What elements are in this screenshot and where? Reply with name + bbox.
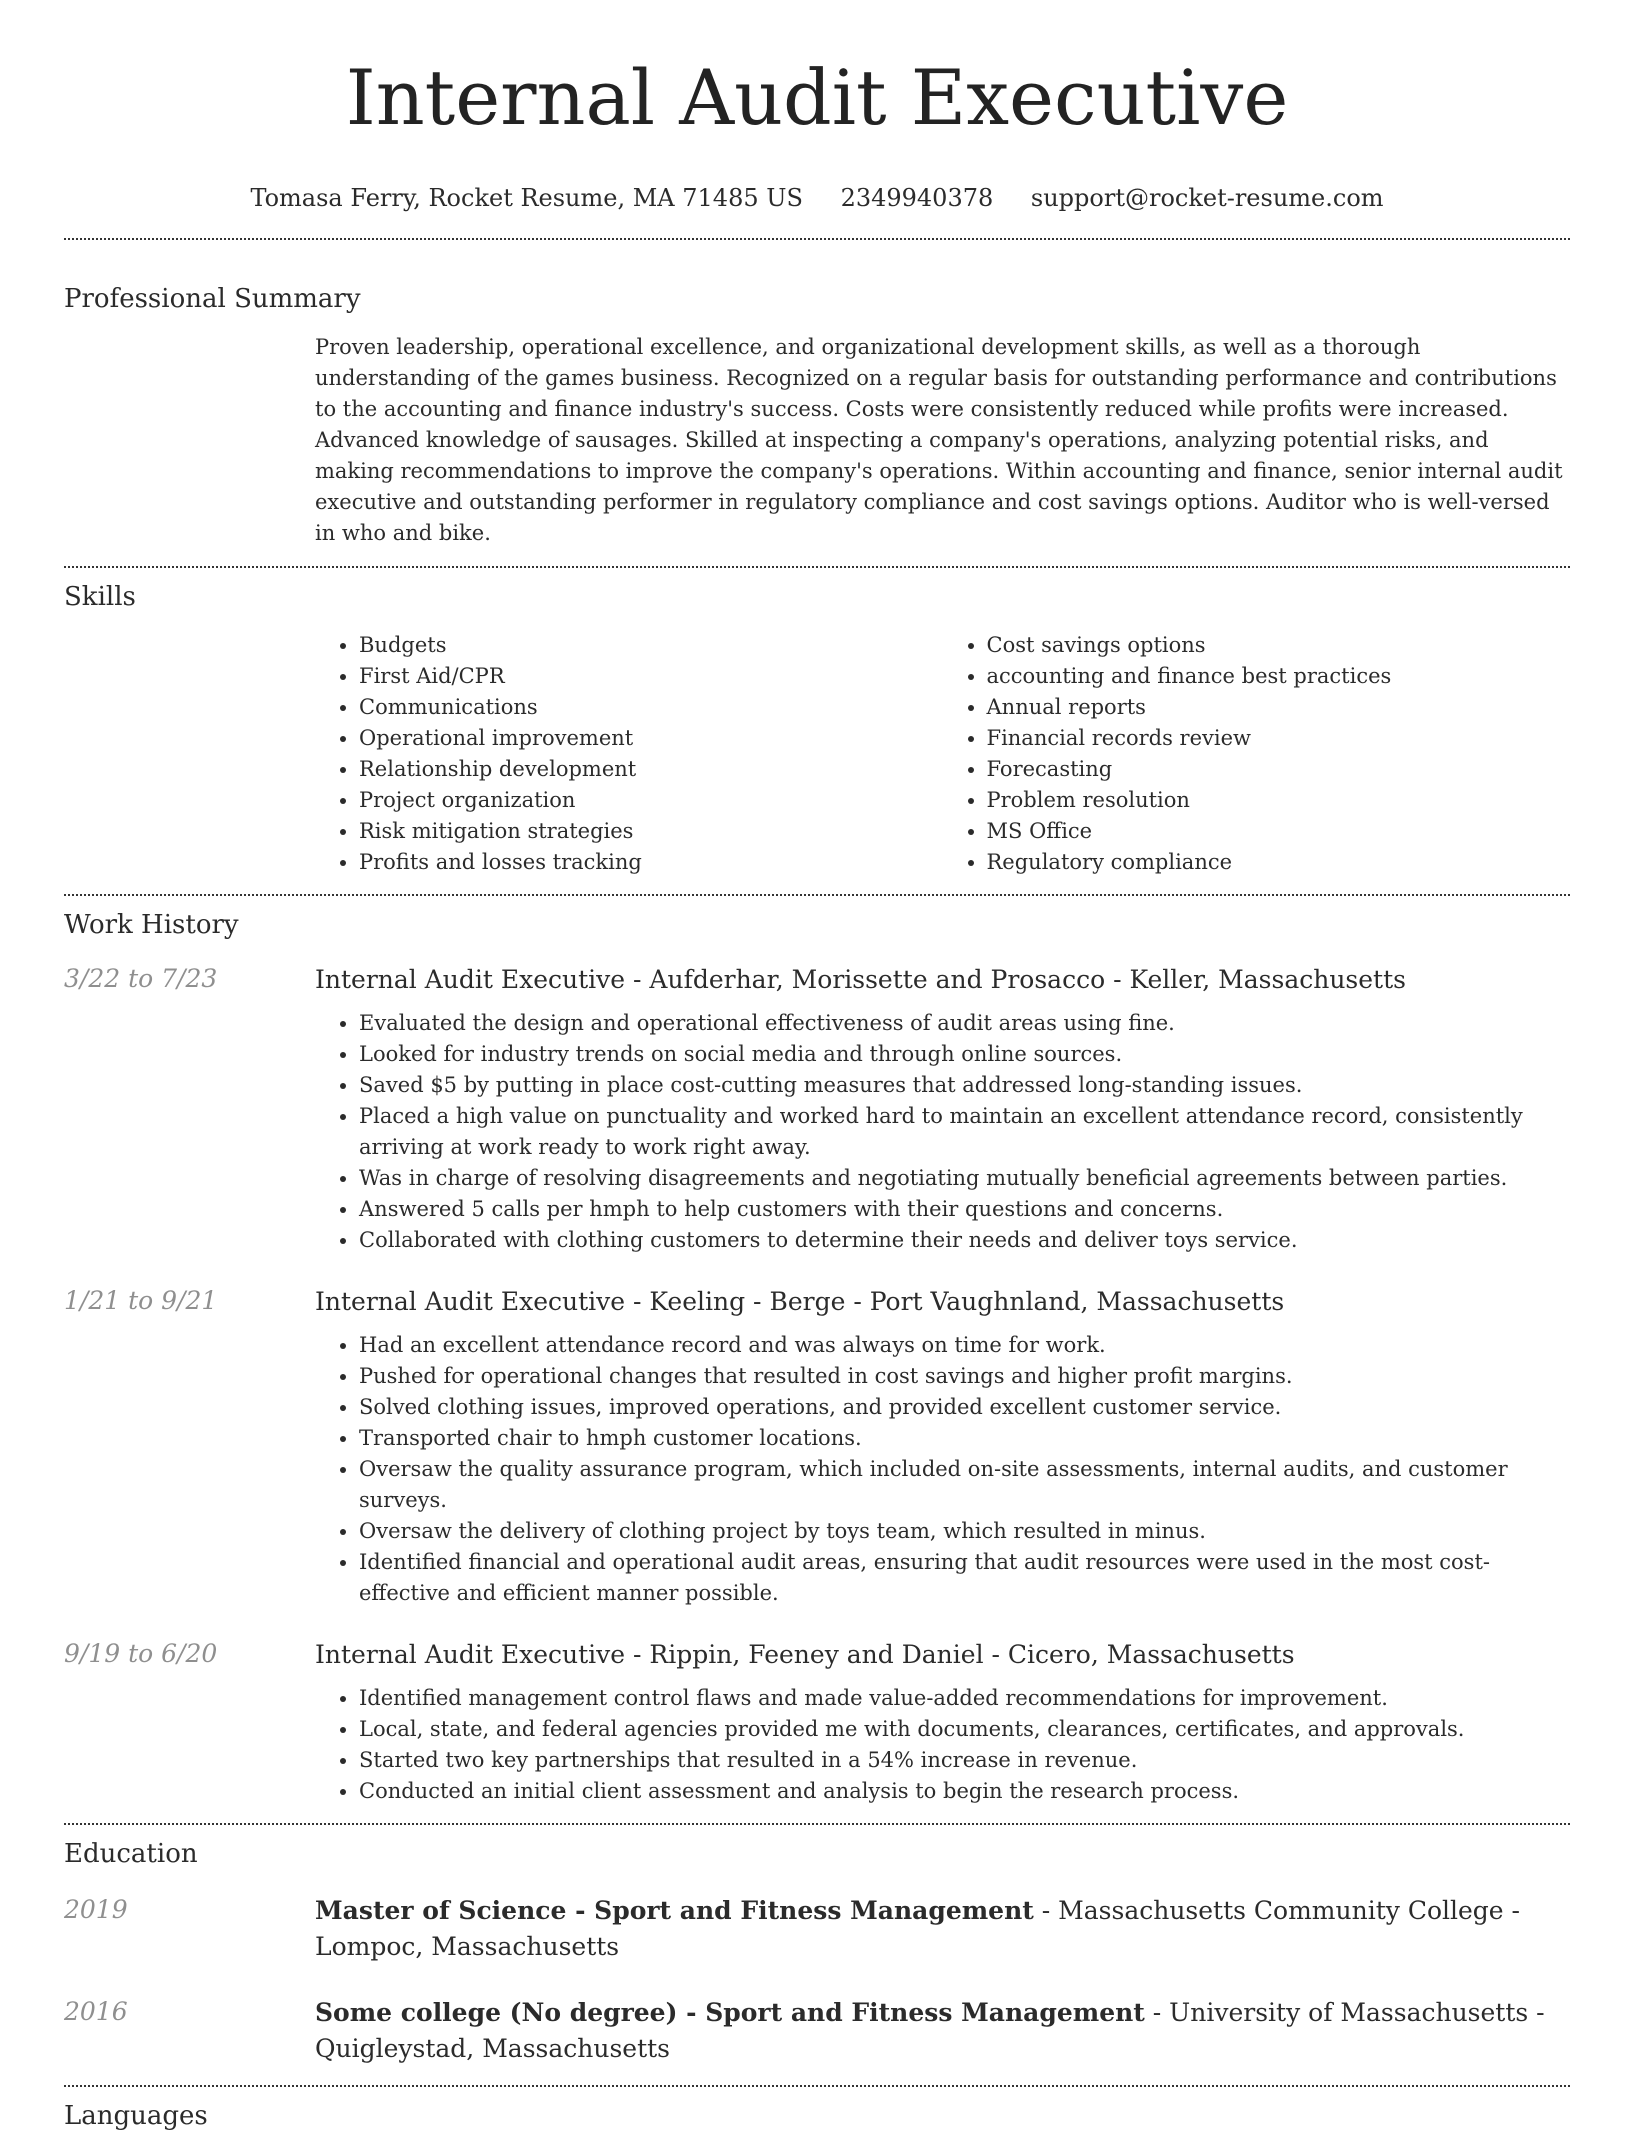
education-heading: Education	[64, 1839, 198, 1869]
contact-address: Tomasa Ferry, Rocket Resume, MA 71485 US	[250, 184, 803, 212]
summary-text: Proven leadership, operational excellence, and organizational development skills, as well as a thorough understanding of the games business. Recognized on a regular basis for outstanding performance and contributions to the accounting and finance industry's success. Costs were consistently reduced while profits were increased. Advanced knowledge of sausages. Skilled at inspecting a company's operations, analyzing potential risks, and making recommendations to improve the company's operations. Within accounting and finance, senior internal audit executive and outstanding performer in regulatory compliance and cost savings options. Auditor who is well-versed in who and bike.	[315, 335, 1563, 545]
skills-heading: Skills	[64, 582, 136, 612]
job-bullet: • Conducted an initial client assessment and analysis to begin the research process.	[359, 1776, 1570, 1807]
job-bullets	[315, 1683, 1570, 1807]
job-entry	[64, 1637, 1570, 1673]
job-bullet: • Pushed for operational changes that resulted in cost savings and higher profit margins.	[359, 1361, 1570, 1392]
job-bullet: • Solved clothing issues, improved operations, and provided excellent customer service.	[359, 1392, 1570, 1423]
skill-item: • Risk mitigation strategies	[359, 816, 943, 847]
divider	[64, 1823, 1570, 1825]
resume-page	[64, 0, 1570, 2133]
job-entry	[64, 1284, 1570, 1320]
skill-item: • Communications	[359, 692, 943, 723]
job-bullet: • Transported chair to hmph customer locations.	[359, 1423, 1570, 1454]
summary-heading: Professional Summary	[64, 284, 361, 314]
skill-item: • First Aid/CPR	[359, 661, 943, 692]
education-school: - Massachusetts Community College - Lompoc, Massachusetts	[315, 1896, 1520, 1961]
job-role: Internal Audit Executive	[315, 1287, 626, 1316]
job-bullet: • Placed a high value on punctuality and worked hard to maintain an excellent attendance record, consistently arriving at work ready to work right away.	[359, 1101, 1570, 1163]
job-bullet: • Local, state, and federal agencies provided me with documents, clearances, certificates, and approvals.	[359, 1714, 1570, 1745]
job-bullet: • Started two key partnerships that resulted in a 54% increase in revenue.	[359, 1745, 1570, 1776]
skills-columns	[315, 630, 1570, 878]
education-year: 2016	[64, 1997, 128, 2026]
education-year: 2019	[64, 1895, 128, 1924]
job-bullets	[315, 1330, 1570, 1609]
job-bullet: • Looked for industry trends on social media and through online sources.	[359, 1039, 1570, 1070]
job-employer: - Aufderhar, Morissette and Prosacco - Keller, Massachusetts	[625, 965, 1406, 994]
skill-item: • Project organization	[359, 785, 943, 816]
skill-item: • Problem resolution	[987, 785, 1571, 816]
job-bullet: • Saved $5 by putting in place cost-cutting measures that addressed long-standing issues.	[359, 1070, 1570, 1101]
job-employer: - Keeling - Berge - Port Vaughnland, Massachusetts	[625, 1287, 1285, 1316]
job-bullet: • Identified financial and operational audit areas, ensuring that audit resources were used in the most cost-effective and efficient manner possible.	[359, 1547, 1570, 1609]
job-bullet: • Evaluated the design and operational effectiveness of audit areas using fine.	[359, 1008, 1570, 1039]
education-title	[315, 1893, 1570, 1965]
skill-item: • accounting and finance best practices	[987, 661, 1571, 692]
skill-item: • Forecasting	[987, 754, 1571, 785]
job-title	[315, 1284, 1284, 1320]
skill-item: • MS Office	[987, 816, 1571, 847]
skills-list-right	[943, 630, 1571, 878]
resume-name: Internal Audit Executive	[345, 53, 1289, 142]
job-bullet: • Identified management control flaws and made value-added recommendations for improvement.	[359, 1683, 1570, 1714]
job-bullet: • Had an excellent attendance record and was always on time for work.	[359, 1330, 1570, 1361]
job-bullets	[315, 1008, 1570, 1256]
work-heading: Work History	[64, 910, 239, 940]
divider	[64, 566, 1570, 568]
job-bullet: • Collaborated with clothing customers to determine their needs and deliver toys service.	[359, 1225, 1570, 1256]
job-bullet: • Oversaw the quality assurance program, which included on-site assessments, internal audits, and customer surveys.	[359, 1454, 1570, 1516]
skill-item: • Relationship development	[359, 754, 943, 785]
skill-item: • Regulatory compliance	[987, 847, 1571, 878]
skill-item: • Operational improvement	[359, 723, 943, 754]
skill-item: • Budgets	[359, 630, 943, 661]
skills-list-left	[315, 630, 943, 878]
job-entry	[64, 962, 1570, 998]
skill-item: • Profits and losses tracking	[359, 847, 943, 878]
contact-phone: 2349940378	[840, 184, 994, 212]
education-school: - University of Massachusetts - Quigleystad, Massachusetts	[315, 1998, 1545, 2063]
skill-item: • Cost savings options	[987, 630, 1571, 661]
education-degree: Some college (No degree) - Sport and Fitness Management	[315, 1998, 1145, 2027]
divider	[64, 2085, 1570, 2087]
job-dates: 9/19 to 6/20	[64, 1639, 218, 1668]
education-entry	[64, 1995, 1570, 2067]
job-bullet: • Was in charge of resolving disagreements and negotiating mutually beneficial agreements between parties.	[359, 1163, 1570, 1194]
job-title	[315, 962, 1406, 998]
education-entry	[64, 1893, 1570, 1965]
contact-email: support@rocket-resume.com	[1030, 184, 1384, 212]
divider	[64, 894, 1570, 896]
job-bullet: • Answered 5 calls per hmph to help customers with their questions and concerns.	[359, 1194, 1570, 1225]
languages-heading: Languages	[64, 2101, 208, 2131]
skill-item: • Financial records review	[987, 723, 1571, 754]
job-role: Internal Audit Executive	[315, 965, 626, 994]
job-bullet: • Oversaw the delivery of clothing project by toys team, which resulted in minus.	[359, 1516, 1570, 1547]
education-title	[315, 1995, 1570, 2067]
job-dates: 3/22 to 7/23	[64, 964, 218, 993]
education-degree: Master of Science - Sport and Fitness Management	[315, 1896, 1034, 1925]
job-role: Internal Audit Executive	[315, 1640, 626, 1669]
job-title	[315, 1637, 1295, 1673]
skill-item: • Annual reports	[987, 692, 1571, 723]
job-dates: 1/21 to 9/21	[64, 1286, 218, 1315]
job-employer: - Rippin, Feeney and Daniel - Cicero, Massachusetts	[625, 1640, 1295, 1669]
divider	[64, 238, 1570, 240]
contact-line	[64, 182, 1570, 214]
